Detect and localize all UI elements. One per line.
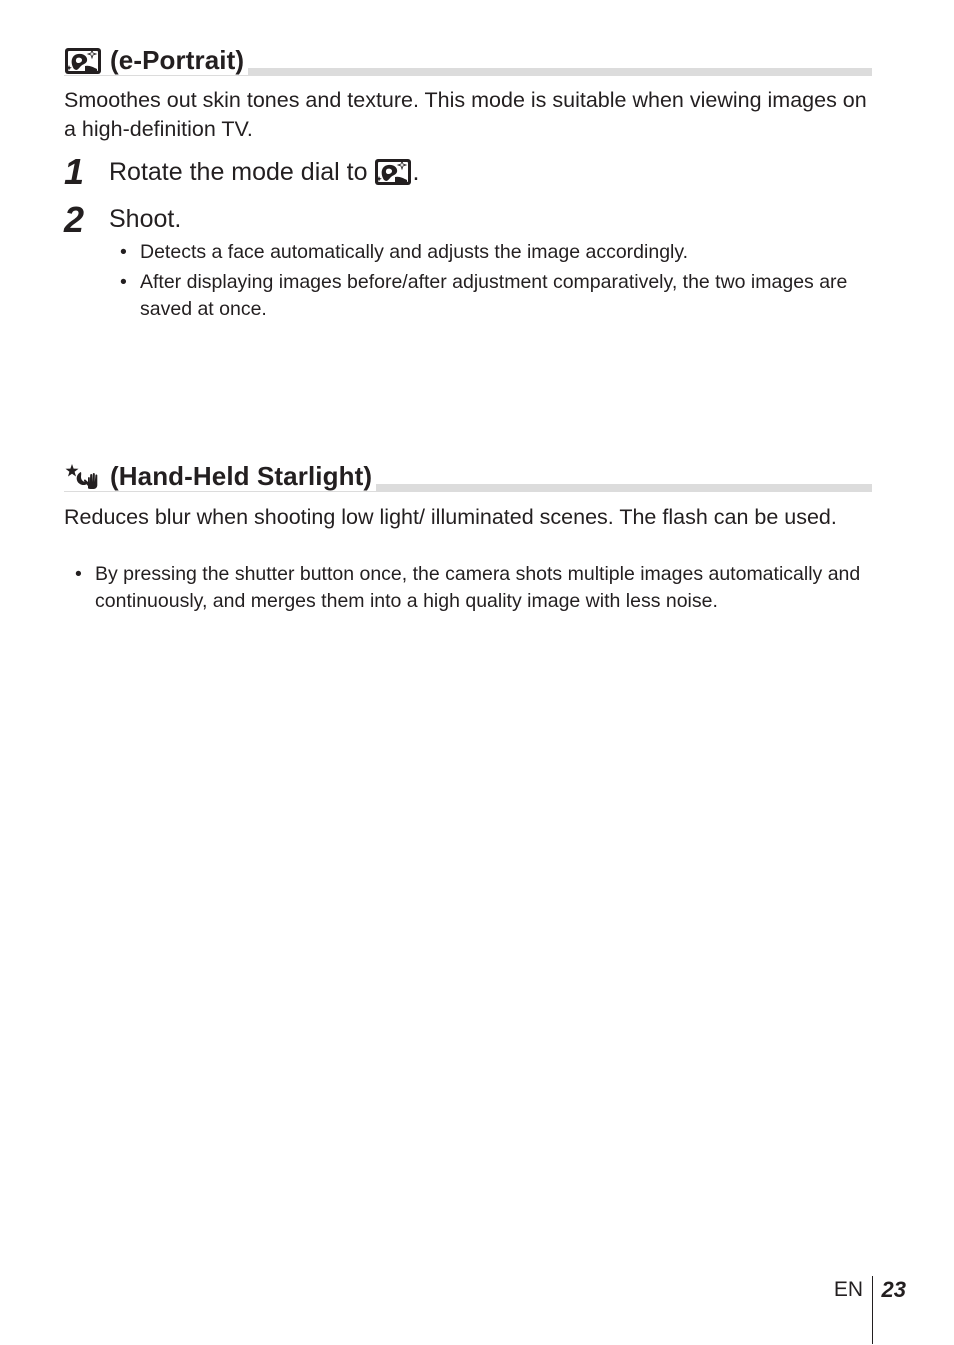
list-item: [118, 269, 858, 323]
e-portrait-icon: [64, 45, 102, 75]
section-title: (Hand-Held Starlight): [110, 461, 373, 491]
bullet-glyph: •: [75, 563, 82, 585]
heading-content: [64, 45, 248, 75]
step-label: Rotate the mode dial to: [109, 158, 368, 186]
section-heading-hand-held-starlight: [64, 456, 872, 492]
step-text: Shoot.: [109, 205, 182, 233]
section-heading-e-portrait: [64, 40, 872, 76]
section-description: Smoothes out skin tones and texture. This mode is suitable when viewing images on a high-definition TV.: [64, 88, 867, 141]
bullet-glyph: •: [120, 271, 127, 293]
bullet-list: [73, 561, 863, 618]
step-number: 1: [64, 151, 85, 192]
page-footer: [786, 1276, 906, 1344]
heading-content: [64, 461, 376, 491]
e-portrait-icon: [374, 156, 412, 186]
list-item-text: Detects a face automatically and adjusts the image accordingly.: [140, 241, 689, 263]
language-label: EN: [833, 1278, 863, 1301]
section-title: (e-Portrait): [110, 45, 245, 75]
step-text: [109, 156, 419, 187]
section-description: Reduces blur when shooting low light/ illuminated scenes. The flash can be used.: [64, 505, 837, 529]
list-item: [73, 561, 863, 615]
hand-held-starlight-icon: [64, 461, 102, 491]
bullet-glyph: •: [120, 241, 127, 263]
bullet-list: [118, 239, 858, 326]
footer-divider: [872, 1276, 873, 1344]
step-suffix: .: [412, 158, 420, 186]
step-number: 2: [64, 199, 85, 240]
list-item: [118, 239, 858, 266]
page-number: 23: [881, 1277, 906, 1302]
list-item-text: By pressing the shutter button once, the camera shots multiple images automatically and continuously, and merges them into a high quality image with less noise.: [95, 563, 861, 612]
list-item-text: After displaying images before/after adjustment comparatively, the two images are saved at once.: [140, 271, 848, 320]
